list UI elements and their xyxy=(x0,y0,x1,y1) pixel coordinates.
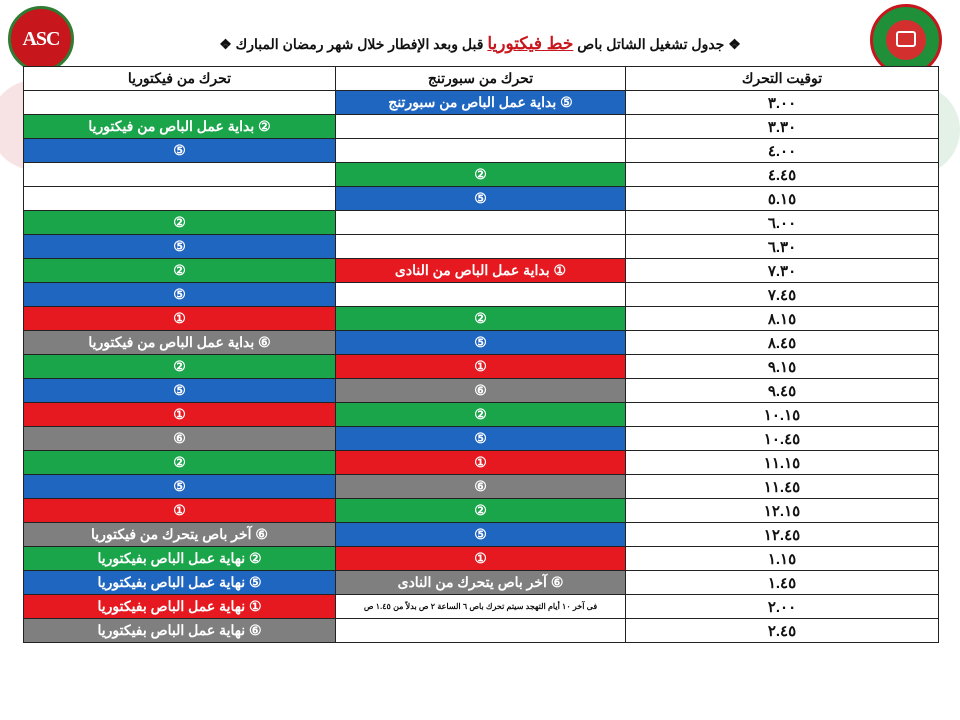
table-row xyxy=(24,355,939,379)
table-row xyxy=(24,163,939,187)
table-row xyxy=(24,475,939,499)
departure-time: ١٠.٤٥ xyxy=(626,427,939,451)
sporting-bus-cell: ② xyxy=(336,403,626,427)
victoria-bus-cell: ⑤ xyxy=(24,235,336,259)
sporting-bus-cell xyxy=(336,283,626,307)
table-row xyxy=(24,331,939,355)
departure-time: ٣.٠٠ xyxy=(626,91,939,115)
victoria-bus-cell xyxy=(24,187,336,211)
departure-time: ٤.٤٥ xyxy=(626,163,939,187)
departure-time: ٦.٠٠ xyxy=(626,211,939,235)
sporting-bus-cell: ① xyxy=(336,451,626,475)
victoria-bus-cell: ⑥ xyxy=(24,427,336,451)
table-row xyxy=(24,571,939,595)
sporting-bus-cell: ⑤ xyxy=(336,427,626,451)
table-row xyxy=(24,91,939,115)
departure-time: ٤.٠٠ xyxy=(626,139,939,163)
departure-time: ١.١٥ xyxy=(626,547,939,571)
table-row xyxy=(24,595,939,619)
victoria-bus-cell xyxy=(24,91,336,115)
sporting-bus-cell: ⑤ بداية عمل الباص من سبورتنج xyxy=(336,91,626,115)
victoria-bus-cell: ② xyxy=(24,355,336,379)
departure-time: ١١.٤٥ xyxy=(626,475,939,499)
header-victoria: تحرك من فيكتوريا xyxy=(24,67,336,91)
table-row xyxy=(24,115,939,139)
page-title xyxy=(150,34,810,54)
title-highlight: خط فيكتوريا xyxy=(487,34,574,53)
victoria-bus-cell: ⑤ xyxy=(24,379,336,403)
departure-time: ٨.٤٥ xyxy=(626,331,939,355)
header-time: توقيت التحرك xyxy=(626,67,939,91)
header-sporting: تحرك من سبورتنج xyxy=(336,67,626,91)
victoria-bus-cell: ⑤ xyxy=(24,139,336,163)
table-row xyxy=(24,619,939,643)
table-row xyxy=(24,259,939,283)
table-row xyxy=(24,235,939,259)
victoria-bus-cell: ① نهاية عمل الباص بفيكتوريا xyxy=(24,595,336,619)
departure-time: ١٢.٤٥ xyxy=(626,523,939,547)
sporting-bus-cell: ② xyxy=(336,307,626,331)
victoria-bus-cell: ⑤ xyxy=(24,475,336,499)
departure-time: ٢.٠٠ xyxy=(626,595,939,619)
table-row xyxy=(24,211,939,235)
departure-time: ١٢.١٥ xyxy=(626,499,939,523)
victoria-bus-cell: ② xyxy=(24,259,336,283)
schedule-table xyxy=(23,66,939,643)
victoria-bus-cell: ① xyxy=(24,403,336,427)
departure-time: ٧.٣٠ xyxy=(626,259,939,283)
table-row xyxy=(24,499,939,523)
bus-icon xyxy=(886,20,926,60)
victoria-bus-cell: ⑤ نهاية عمل الباص بفيكتوريا xyxy=(24,571,336,595)
sporting-bus-cell: ⑥ xyxy=(336,379,626,403)
schedule-rows xyxy=(24,91,939,643)
sporting-bus-cell xyxy=(336,211,626,235)
victoria-bus-cell: ② نهاية عمل الباص بفيكتوريا xyxy=(24,547,336,571)
victoria-bus-cell: ① xyxy=(24,499,336,523)
victoria-bus-cell: ⑤ xyxy=(24,283,336,307)
departure-time: ١١.١٥ xyxy=(626,451,939,475)
sporting-bus-cell: ① بداية عمل الباص من النادى xyxy=(336,259,626,283)
table-row xyxy=(24,547,939,571)
victoria-bus-cell: ① xyxy=(24,307,336,331)
sporting-bus-cell xyxy=(336,619,626,643)
table-row xyxy=(24,307,939,331)
departure-time: ١٠.١٥ xyxy=(626,403,939,427)
departure-time: ٨.١٥ xyxy=(626,307,939,331)
victoria-bus-cell xyxy=(24,163,336,187)
sporting-bus-cell: ⑤ xyxy=(336,331,626,355)
sporting-bus-cell xyxy=(336,115,626,139)
sporting-bus-cell: ⑤ xyxy=(336,523,626,547)
sporting-bus-cell: ① xyxy=(336,547,626,571)
departure-time: ٥.١٥ xyxy=(626,187,939,211)
sporting-bus-cell: ⑥ xyxy=(336,475,626,499)
victoria-bus-cell: ⑥ نهاية عمل الباص بفيكتوريا xyxy=(24,619,336,643)
table-row xyxy=(24,139,939,163)
victoria-bus-cell: ⑥ بداية عمل الباص من فيكتوريا xyxy=(24,331,336,355)
title-prefix: جدول تشغيل الشاتل باص xyxy=(577,36,725,52)
departure-time: ٦.٣٠ xyxy=(626,235,939,259)
table-row xyxy=(24,451,939,475)
table-row xyxy=(24,283,939,307)
departure-time: ٩.١٥ xyxy=(626,355,939,379)
sporting-bus-cell xyxy=(336,139,626,163)
sporting-bus-cell: فى آخر ١٠ أيام التهجد سيتم تحرك باص ٦ الساعة ٢ ص بدلاً من ١.٤٥ ص xyxy=(336,595,626,619)
table-row xyxy=(24,187,939,211)
sporting-bus-cell: ② xyxy=(336,499,626,523)
table-header-row xyxy=(24,67,939,91)
sporting-bus-cell: ⑥ آخر باص يتحرك من النادى xyxy=(336,571,626,595)
title-ornament-right: ❖ xyxy=(728,36,741,52)
victoria-bus-cell: ⑥ آخر باص يتحرك من فيكتوريا xyxy=(24,523,336,547)
victoria-bus-cell: ② xyxy=(24,211,336,235)
departure-time: ٣.٣٠ xyxy=(626,115,939,139)
departure-time: ١.٤٥ xyxy=(626,571,939,595)
table-row xyxy=(24,427,939,451)
sporting-bus-cell xyxy=(336,235,626,259)
table-row xyxy=(24,403,939,427)
title-suffix: قبل وبعد الإفطار خلال شهر رمضان المبارك xyxy=(235,36,484,52)
title-ornament-left: ❖ xyxy=(219,36,232,52)
sporting-bus-cell: ① xyxy=(336,355,626,379)
departure-time: ٩.٤٥ xyxy=(626,379,939,403)
departure-time: ٢.٤٥ xyxy=(626,619,939,643)
departure-time: ٧.٤٥ xyxy=(626,283,939,307)
table-row xyxy=(24,523,939,547)
club-logo-text: ASC xyxy=(22,27,60,50)
sporting-bus-cell: ② xyxy=(336,163,626,187)
club-logo-left xyxy=(8,6,74,72)
victoria-bus-cell: ② xyxy=(24,451,336,475)
table-row xyxy=(24,379,939,403)
sporting-bus-cell: ⑤ xyxy=(336,187,626,211)
victoria-bus-cell: ② بداية عمل الباص من فيكتوريا xyxy=(24,115,336,139)
